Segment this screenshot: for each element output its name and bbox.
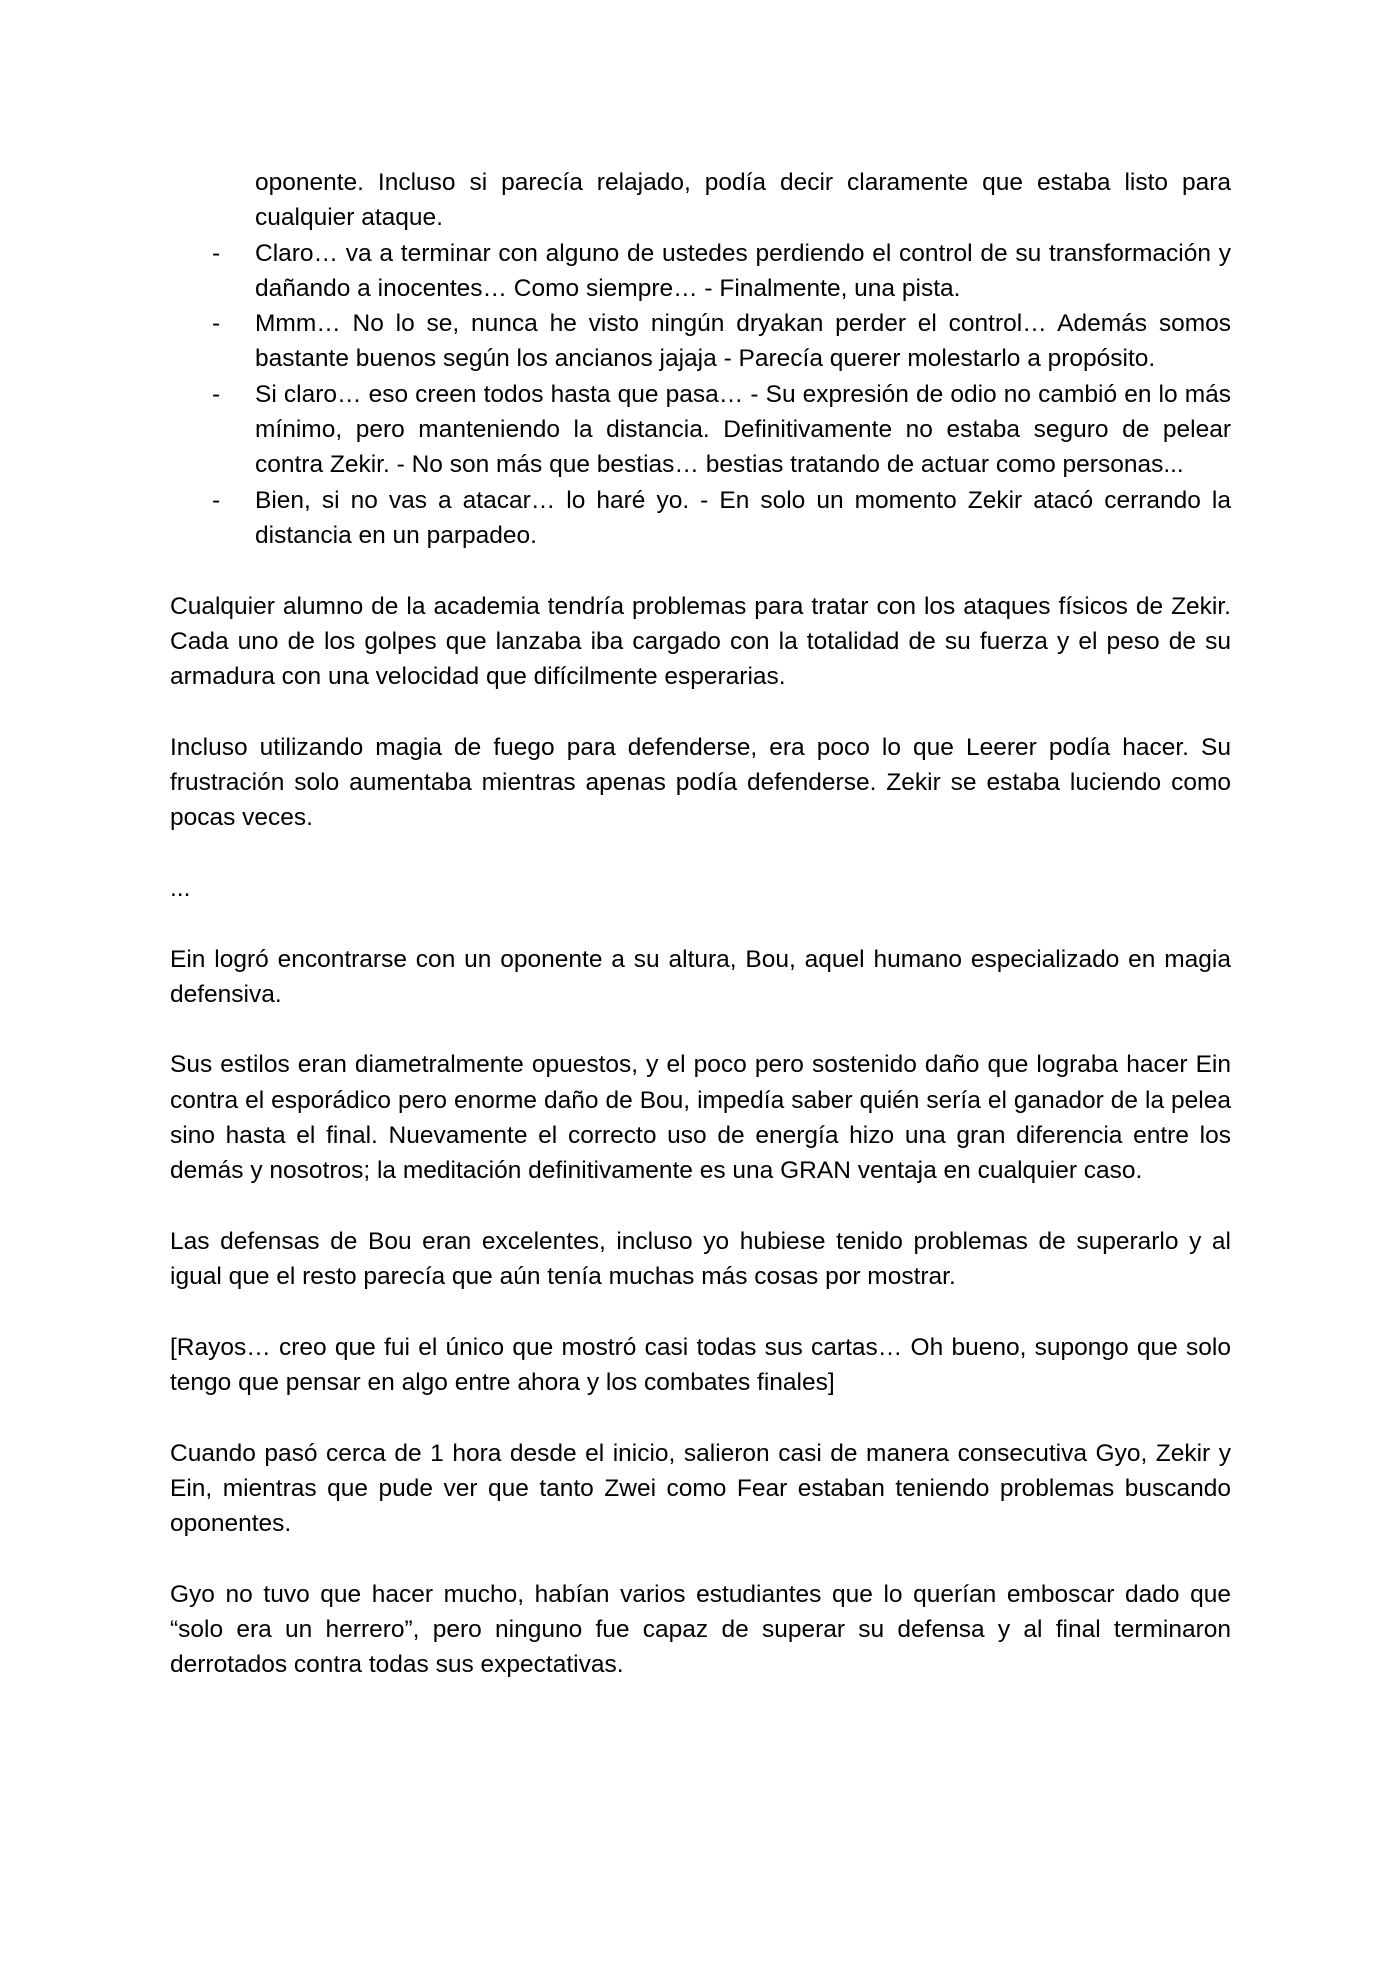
dialogue-text: Bien, si no vas a atacar… lo haré yo. - En solo un momento Zekir atacó cerrando la distancia en un parpadeo. bbox=[255, 486, 1231, 549]
body-paragraph: Las defensas de Bou eran excelentes, incluso yo hubiese tenido problemas de superarlo y al igual que el resto parecía que aún tenía muchas más cosas por mostrar. bbox=[170, 1227, 1231, 1291]
dialogue-line bbox=[170, 306, 1231, 377]
dialogue-line bbox=[170, 377, 1231, 483]
body-paragraph: Sus estilos eran diametralmente opuestos, y el poco pero sostenido daño que lograba hacer Ein contra el esporádico pero enorme daño de Bou, impedía saber quién sería el ganador de la pelea sino hasta el final. Nuevamente el correcto uso de energía hizo una gran diferencia entre los demás y nosotros; la meditación definitivamente es una GRAN ventaja en cualquier caso. bbox=[170, 1051, 1231, 1185]
scene-break: ... bbox=[170, 874, 191, 902]
dialogue-line bbox=[170, 236, 1231, 307]
body-paragraph: Cualquier alumno de la academia tendría problemas para tratar con los ataques físicos de Zekir. Cada uno de los golpes que lanzaba iba cargado con la totalidad de su fuerza y el peso de su armadura con una velocidad que difícilmente esperarias. bbox=[170, 592, 1231, 691]
thought-paragraph: [Rayos… creo que fui el único que mostró casi todas sus cartas… Oh bueno, supongo que solo tengo que pensar en algo entre ahora y los combates finales] bbox=[170, 1333, 1231, 1397]
body-paragraph: Gyo no tuvo que hacer mucho, habían varios estudiantes que lo querían emboscar dado que “solo era un herrero”, pero ninguno fue capaz de superar su defensa y al final terminaron derrotados contra todas sus expectativas. bbox=[170, 1580, 1231, 1679]
dialogue-dash: - bbox=[212, 310, 221, 338]
body-paragraph: Cuando pasó cerca de 1 hora desde el inicio, salieron casi de manera consecutiva Gyo, Zekir y Ein, mientras que pude ver que tanto Zwei como Fear estaban teniendo problemas buscando oponentes. bbox=[170, 1439, 1231, 1538]
dialogue-dash: - bbox=[212, 380, 221, 408]
dialogue-text: Si claro… eso creen todos hasta que pasa… - Su expresión de odio no cambió en lo más mínimo, pero manteniendo la distancia. Definitivamente no estaba seguro de pelear contra Zekir. - No son más que bestias… bestias tratando de actuar como personas... bbox=[255, 380, 1231, 479]
dialogue-text: Mmm… No lo se, nunca he visto ningún dryakan perder el control… Además somos bastante buenos según los ancianos jajaja - Parecía querer molestarlo a propósito. bbox=[255, 310, 1231, 373]
continuation-paragraph: oponente. Incluso si parecía relajado, podía decir claramente que estaba listo para cualquier ataque. bbox=[255, 169, 1231, 232]
dialogue-dash: - bbox=[212, 486, 221, 514]
page-body bbox=[170, 165, 1231, 1683]
dialogue-dash: - bbox=[212, 239, 221, 267]
dialogue-list bbox=[170, 236, 1231, 554]
body-paragraph: Incluso utilizando magia de fuego para defenderse, era poco lo que Leerer podía hacer. Su frustración solo aumentaba mientras apenas podía defenderse. Zekir se estaba luciendo como pocas veces. bbox=[170, 733, 1231, 832]
body-paragraph: Ein logró encontrarse con un oponente a su altura, Bou, aquel humano especializado en magia defensiva. bbox=[170, 945, 1231, 1008]
dialogue-line bbox=[170, 483, 1231, 554]
dialogue-text: Claro… va a terminar con alguno de ustedes perdiendo el control de su transformación y dañando a inocentes… Como siempre… - Finalmente, una pista. bbox=[255, 239, 1231, 302]
